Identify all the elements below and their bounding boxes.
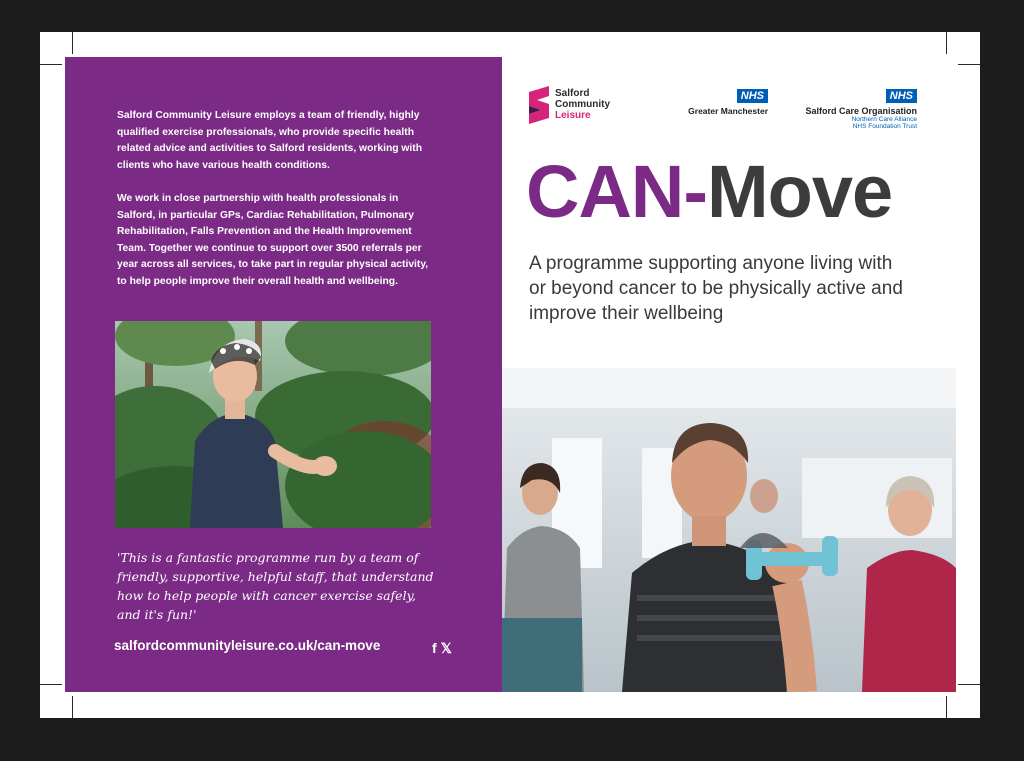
crop-mark (946, 32, 947, 54)
nhs-badge: NHS (886, 89, 917, 103)
photo-gym-group (502, 368, 956, 692)
nhs-sco-sub1: Northern Care Alliance (851, 116, 917, 123)
crop-mark (72, 696, 73, 718)
social-icons (432, 640, 456, 657)
crop-mark (958, 64, 980, 65)
crop-mark (40, 64, 62, 65)
scl-line-2: Community (555, 99, 610, 110)
scl-logo-text (555, 88, 610, 121)
nhs-sco-sub2: NHS Foundation Trust (852, 123, 917, 130)
facebook-icon[interactable]: f (432, 640, 441, 656)
crop-mark (946, 696, 947, 718)
nhs-gm-name: Greater Manchester (688, 106, 768, 116)
photo-woman-garden (115, 321, 431, 528)
crop-mark (72, 32, 73, 54)
title-part-1: CAN- (526, 150, 707, 233)
website-link[interactable]: salfordcommunityleisure.co.uk/can-move (114, 638, 381, 653)
testimonial-quote: 'This is a fantastic programme run by a team of friendly, supportive, helpful staff, that understand how to help people with cancer exercise safely, and it's fun!' (117, 550, 434, 622)
intro-text (117, 108, 437, 307)
nhs-sco-logo (795, 86, 917, 130)
nhs-badge: NHS (737, 89, 768, 103)
crop-mark (958, 684, 980, 685)
x-icon[interactable]: 𝕏 (440, 640, 456, 656)
intro-paragraph-1: Salford Community Leisure employs a team of friendly, highly qualified exercise professionals, who provide specific health related advice and activities to Salford residents, working with clients who have various health conditions. (117, 110, 422, 171)
page-title (526, 152, 892, 232)
scl-line-3: Leisure (555, 110, 591, 121)
crop-mark (40, 684, 62, 685)
title-part-2: Move (706, 150, 893, 233)
nhs-gm-logo (684, 86, 768, 116)
intro-paragraph-2: We work in close partnership with health professionals in Salford, in particular GPs, Cardiac Rehabilitation, Pulmonary Rehabilitation, Falls Prevention and the Health Improvement Team. Together we continue to support over 3500 referrals per year across all services, to take part in regular physical activity, to help people improve their overall health and wellbeing. (117, 193, 429, 287)
page-subtitle: A programme supporting anyone living with or beyond cancer to be physically active and improve their wellbeing (529, 253, 903, 324)
scl-line-1: Salford (555, 88, 590, 99)
nhs-sco-name: Salford Care Organisation (805, 106, 917, 116)
